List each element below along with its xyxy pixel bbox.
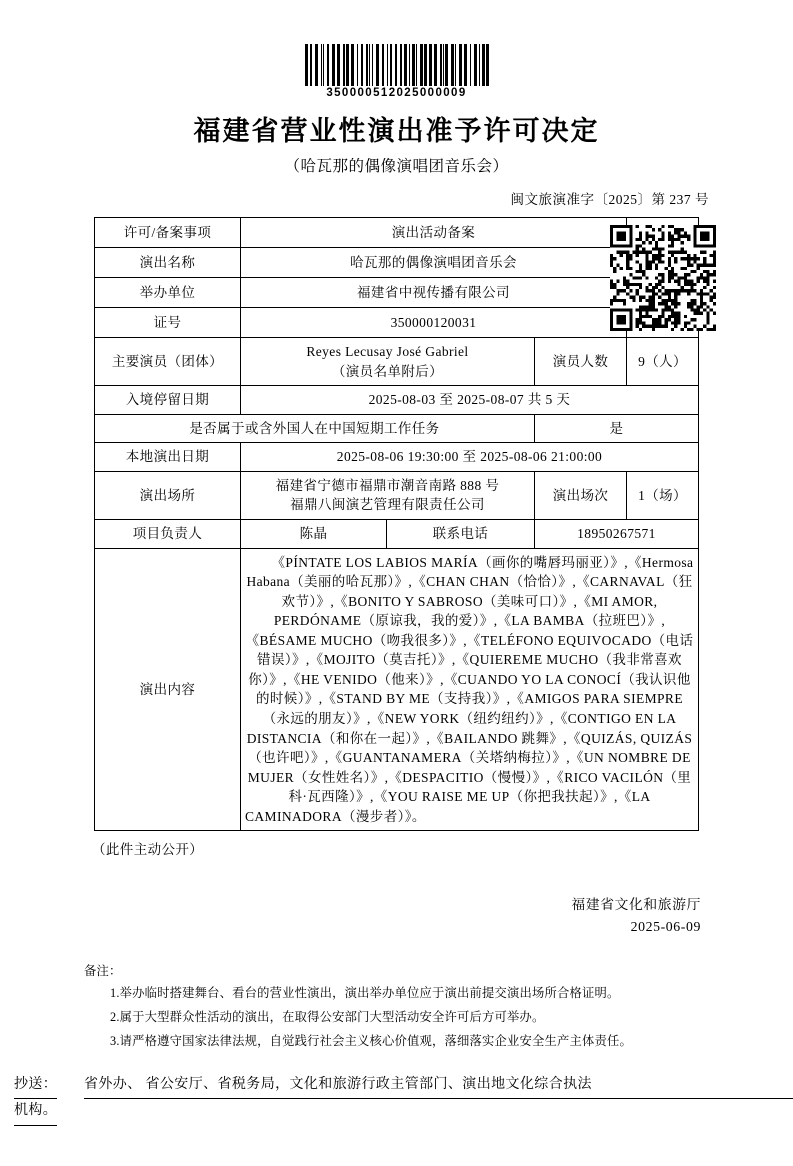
cell-foreign-value: 是 bbox=[534, 414, 698, 443]
cell-performer-count-value: 9（人） bbox=[627, 338, 699, 386]
barcode-bars bbox=[305, 44, 489, 86]
table-row bbox=[94, 548, 698, 831]
cell-cert-label: 证号 bbox=[94, 308, 240, 338]
venue-address: 福建省宁德市福鼎市潮音南路 888 号 bbox=[275, 477, 500, 493]
table-row bbox=[94, 519, 698, 548]
table-row bbox=[94, 278, 698, 308]
cell-stay-label: 入境停留日期 bbox=[94, 386, 240, 415]
performer-name: Reyes Lecusay José Gabriel bbox=[306, 344, 469, 359]
cell-foreign-label: 是否属于或含外国人在中国短期工作任务 bbox=[94, 414, 534, 443]
cell-content-value bbox=[240, 548, 698, 831]
cell-permit-label: 许可/备案事项 bbox=[94, 218, 240, 248]
remarks-block bbox=[84, 961, 793, 1051]
cc-block bbox=[14, 1073, 793, 1126]
qr-code-icon bbox=[610, 225, 716, 331]
cell-manager-value: 陈晶 bbox=[240, 519, 386, 548]
table-row bbox=[94, 218, 698, 248]
cell-phone-label: 联系电话 bbox=[386, 519, 534, 548]
issuer-name: 福建省文化和旅游厅 bbox=[571, 897, 701, 913]
permit-table bbox=[94, 217, 699, 831]
song-list: 《PÍNTATE LOS LABIOS MARÍA（画你的嘴唇玛丽亚）》,《Hermosa Habana（美丽的哈瓦那）》,《CHAN CHAN（恰恰）》,《CARNAVAL（狂欢节）》,《BONITO Y SABROSO（美味可口）》,《MI AMOR, PERDÓNAME（原谅我，我的爱）》,《LA BAMBA（拉班巴）》,《BÉSAME MUCHO（吻我很多）》,《TELÉFONO EQUIVOCADO（电话错误）》,《MOJITO（莫吉托）》,《QUIEREME MUCHO（我非常喜欢你）》,《HE VENIDO（他来）》,《CUANDO YO LA CONOCÍ（我认识他的时候）》,《STAND BY ME（支持我）》,《AMIGOS PARA SIEMPRE（永远的朋友）》,《NEW YORK（纽约纽约）》,《CONTIGO EN LA DISTANCIA（和你在一起）》,《BAILANDO 跳舞》,《QUIZÁS, QUIZÁS（也许吧）》,《GUANTANAMERA（关塔纳梅拉）》,《UN NOMBRE DE MUJER（女性姓名）》,《DESPACITIO（慢慢）》,《RICO VACILÓN（里科·瓦西隆）》,《YOU RAISE ME UP（你把我扶起）》,《LA CAMINADORA（漫步者）》。 bbox=[244, 554, 694, 824]
cell-localdate-label: 本地演出日期 bbox=[94, 443, 240, 472]
cell-shows-value: 1（场） bbox=[627, 471, 699, 519]
table-row bbox=[94, 248, 698, 278]
table-row bbox=[94, 443, 698, 472]
cell-performer-label: 主要演员（团体） bbox=[94, 338, 240, 386]
remark-item: 3.请严格遵守国家法律法规，自觉践行社会主义核心价值观，落细落实企业安全生产主体责任。 bbox=[110, 1034, 632, 1049]
issuer-block bbox=[0, 894, 793, 938]
cell-organizer-label: 举办单位 bbox=[94, 278, 240, 308]
table-row bbox=[94, 471, 698, 519]
public-disclosure-note: （此件主动公开） bbox=[92, 842, 204, 858]
table-row bbox=[94, 338, 698, 386]
cell-shows-label: 演出场次 bbox=[534, 471, 626, 519]
cell-venue-value bbox=[240, 471, 534, 519]
cc-line-1: 省外办、 省公安厅、省税务局，文化和旅游行政主管部门、演出地文化综合执法 bbox=[84, 1073, 793, 1100]
cc-line-2: 机构。 bbox=[14, 1099, 57, 1126]
table-row bbox=[94, 386, 698, 415]
document-number: 闽文旅演准字〔2025〕第 237 号 bbox=[510, 192, 709, 207]
cell-performer-value bbox=[240, 338, 534, 386]
cell-manager-label: 项目负责人 bbox=[94, 519, 240, 548]
cell-venue-label: 演出场所 bbox=[94, 471, 240, 519]
cell-organizer-value: 福建省中视传播有限公司 bbox=[240, 278, 626, 308]
remarks-title: 备注： bbox=[84, 963, 122, 978]
table-row bbox=[94, 308, 698, 338]
venue-company: 福鼎八闽演艺管理有限责任公司 bbox=[290, 497, 485, 513]
remark-item: 1.举办临时搭建舞台、看台的营业性演出，演出举办单位应于演出前提交演出场所合格证明。 bbox=[110, 985, 620, 1000]
page-title: 福建省营业性演出准予许可决定 bbox=[193, 116, 600, 146]
cell-cert-value: 350000120031 bbox=[240, 308, 626, 338]
cell-content-label: 演出内容 bbox=[94, 548, 240, 831]
barcode-number: 350000512025000009 bbox=[326, 87, 467, 99]
performer-note: （演员名单附后） bbox=[331, 363, 444, 379]
document-page bbox=[0, 44, 793, 1166]
cell-permit-value: 演出活动备案 bbox=[240, 218, 626, 248]
cell-phone-value: 18950267571 bbox=[534, 519, 698, 548]
qr-code-cell bbox=[627, 218, 699, 338]
cell-localdate-value: 2025-08-06 19:30:00 至 2025-08-06 21:00:00 bbox=[240, 443, 698, 472]
barcode bbox=[0, 44, 793, 99]
cell-stay-value: 2025-08-03 至 2025-08-07 共 5 天 bbox=[240, 386, 698, 415]
cell-name-value: 哈瓦那的偶像演唱团音乐会 bbox=[240, 248, 626, 278]
cell-performer-count-label: 演员人数 bbox=[534, 338, 626, 386]
cc-label: 抄送： bbox=[14, 1073, 57, 1100]
remark-item: 2.属于大型群众性活动的演出，在取得公安部门大型活动安全许可后方可举办。 bbox=[110, 1009, 545, 1024]
issue-date: 2025-06-09 bbox=[630, 919, 701, 935]
remarks-list bbox=[84, 984, 793, 1051]
table-row bbox=[94, 414, 698, 443]
page-subtitle: （哈瓦那的偶像演唱团音乐会） bbox=[284, 158, 509, 175]
cell-name-label: 演出名称 bbox=[94, 248, 240, 278]
